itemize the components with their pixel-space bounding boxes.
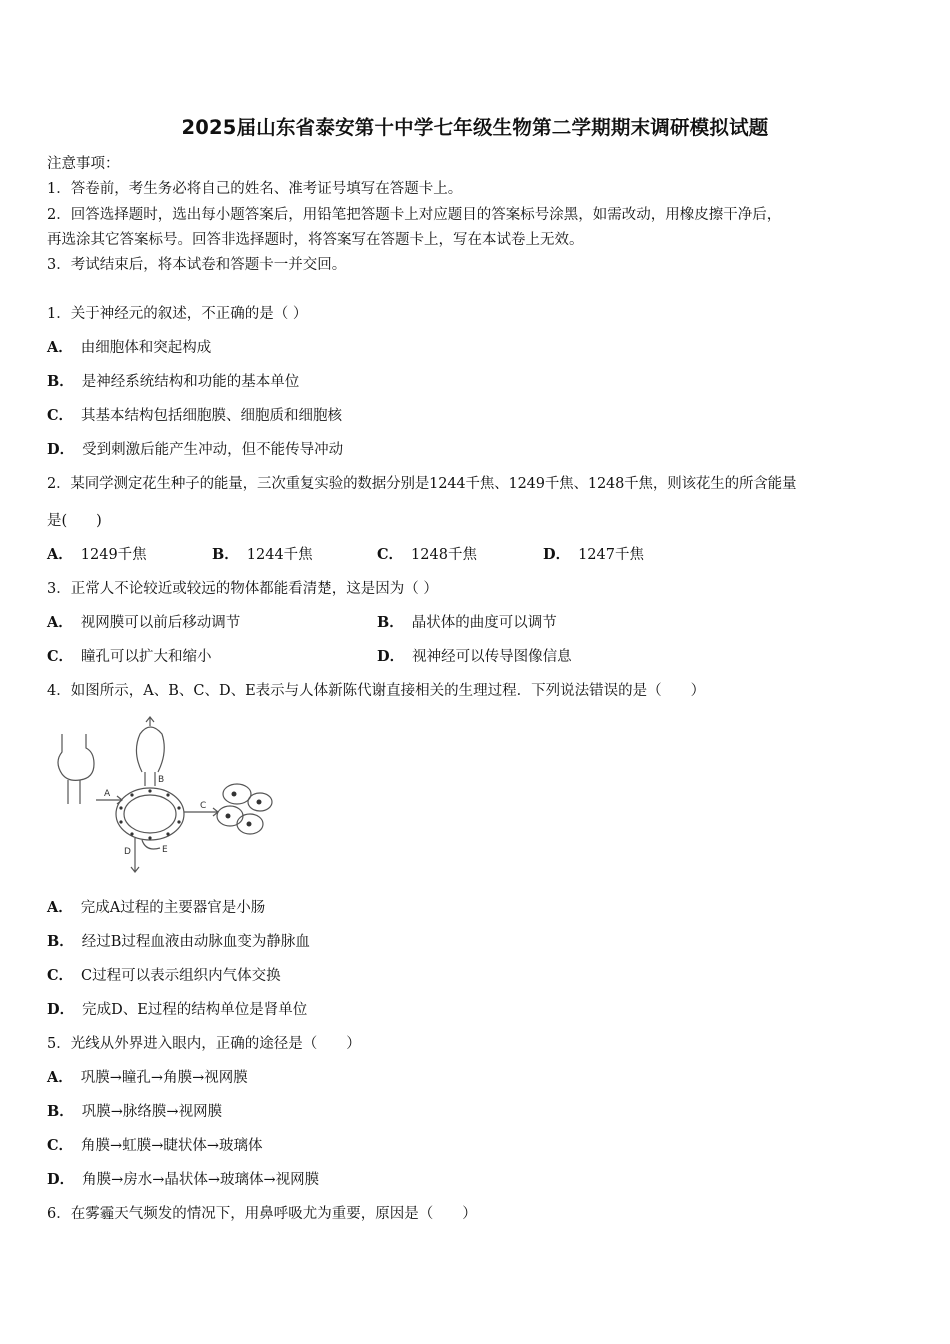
option-label: D． — [543, 546, 571, 563]
option-text: 1244千焦 — [246, 547, 313, 563]
question-1-option-d[interactable] — [47, 438, 343, 459]
question-3-option-a[interactable] — [47, 611, 240, 632]
question-3-stem: 3．正常人不论较近或较远的物体都能看清楚，这是因为（ ） — [47, 581, 438, 597]
option-label: C． — [47, 407, 74, 424]
option-label: C． — [47, 1137, 74, 1154]
option-text: 经过B过程血液由动脉血变为静脉血 — [81, 934, 310, 950]
option-text: 巩膜→瞳孔→角膜→视网膜 — [80, 1070, 248, 1086]
option-label: C． — [377, 546, 404, 563]
question-4-option-b[interactable] — [47, 930, 310, 951]
option-label: C． — [47, 967, 74, 984]
option-text: 其基本结构包括细胞膜、细胞质和细胞核 — [81, 408, 343, 424]
question-5-option-c[interactable] — [47, 1134, 263, 1155]
question-2-stem: 2．某同学测定花生种子的能量，三次重复实验的数据分别是1244千焦、1249千焦、1248千焦，则该花生的所含能量 — [47, 476, 797, 492]
option-label: D． — [377, 648, 405, 665]
diagram-label-a: A — [104, 789, 111, 799]
question-4-stem: 4．如图所示，A、B、C、D、E表示与人体新陈代谢直接相关的生理过程．下列说法错误的是（ ） — [47, 683, 706, 699]
option-text: 视网膜可以前后移动调节 — [80, 615, 241, 631]
option-text: 视神经可以传导图像信息 — [412, 649, 572, 665]
option-label: B． — [212, 546, 239, 563]
diagram-label-d: D — [124, 847, 131, 857]
question-3-option-c[interactable] — [47, 645, 212, 666]
diagram-label-c: C — [200, 801, 207, 811]
metabolism-diagram — [50, 712, 285, 882]
option-label: A． — [47, 899, 73, 916]
vessel-ring-outer — [116, 788, 184, 840]
option-text: 巩膜→脉络膜→视网膜 — [81, 1104, 223, 1120]
option-text: 瞳孔可以扩大和缩小 — [81, 649, 212, 665]
diagram-label-b: B — [158, 775, 165, 785]
option-text: 完成D、E过程的结构单位是肾单位 — [82, 1002, 308, 1018]
option-label: B． — [377, 614, 404, 631]
option-label: A． — [47, 546, 73, 563]
option-text: 由细胞体和突起构成 — [80, 340, 212, 356]
option-label: A． — [47, 614, 73, 631]
option-text: 1249千焦 — [80, 547, 147, 563]
question-3-option-d[interactable] — [377, 645, 572, 666]
option-label: B． — [47, 933, 74, 950]
question-5-option-d[interactable] — [47, 1168, 319, 1189]
option-label: A． — [47, 1069, 73, 1086]
question-5-stem: 5．光线从外界进入眼内，正确的途径是（ ） — [47, 1036, 361, 1052]
option-label: D． — [47, 441, 75, 458]
option-label: D． — [47, 1171, 75, 1188]
arrow-e-curve — [142, 840, 160, 849]
notice-item: 2．回答选择题时，选出每小题答案后，用铅笔把答题卡上对应题目的答案标号涂黑，如需改动，用橡皮擦干净后， — [47, 207, 782, 223]
question-2-option-a[interactable] — [47, 543, 147, 564]
question-2-option-d[interactable] — [543, 543, 644, 564]
option-label: C． — [47, 648, 74, 665]
notice-item: 1．答卷前，考生务必将自己的姓名、准考证号填写在答题卡上。 — [47, 181, 463, 197]
option-text: 是神经系统结构和功能的基本单位 — [81, 374, 300, 390]
tissue-cell — [223, 784, 251, 804]
question-2-stem-continued: 是( ) — [47, 513, 102, 529]
option-text: 完成A过程的主要器官是小肠 — [80, 900, 266, 916]
question-3-option-b[interactable] — [377, 611, 557, 632]
notice-item: 3．考试结束后，将本试卷和答题卡一并交回。 — [47, 257, 347, 273]
digestive-organ-shape — [58, 734, 94, 780]
option-text: 角膜→房水→晶状体→玻璃体→视网膜 — [82, 1172, 320, 1188]
question-1-option-c[interactable] — [47, 404, 342, 425]
option-label: A． — [47, 339, 73, 356]
question-4-option-c[interactable] — [47, 964, 281, 985]
question-5-option-b[interactable] — [47, 1100, 222, 1121]
option-label: B． — [47, 1103, 74, 1120]
page-title: 2025届山东省泰安第十中学七年级生物第二学期期末调研模拟试题 — [181, 116, 769, 139]
option-text: 角膜→虹膜→睫状体→玻璃体 — [81, 1138, 263, 1154]
question-6-stem: 6．在雾霾天气频发的情况下，用鼻呼吸尤为重要，原因是（ ） — [47, 1206, 477, 1222]
question-5-option-a[interactable] — [47, 1066, 248, 1087]
question-4-option-a[interactable] — [47, 896, 265, 917]
option-label: D． — [47, 1001, 75, 1018]
lung-loop-shape — [136, 727, 164, 772]
question-2-option-c[interactable] — [377, 543, 477, 564]
notice-item: 再选涂其它答案标号。回答非选择题时，将答案写在答题卡上，写在本试卷上无效。 — [47, 232, 584, 248]
question-1-option-a[interactable] — [47, 336, 211, 357]
question-1-option-b[interactable] — [47, 370, 299, 391]
question-1-stem: 1．关于神经元的叙述，不正确的是（ ） — [47, 306, 308, 322]
option-label: B． — [47, 373, 74, 390]
option-text: C过程可以表示组织内气体交换 — [81, 968, 281, 984]
diagram-label-e: E — [162, 845, 168, 855]
option-text: 受到刺激后能产生冲动，但不能传导冲动 — [82, 442, 344, 458]
vessel-ring-inner — [124, 795, 176, 833]
notice-heading: 注意事项： — [47, 156, 120, 172]
option-text: 1248千焦 — [411, 547, 477, 563]
option-text: 晶状体的曲度可以调节 — [411, 615, 557, 631]
question-2-option-b[interactable] — [212, 543, 313, 564]
option-text: 1247千焦 — [578, 547, 644, 563]
question-4-option-d[interactable] — [47, 998, 307, 1019]
